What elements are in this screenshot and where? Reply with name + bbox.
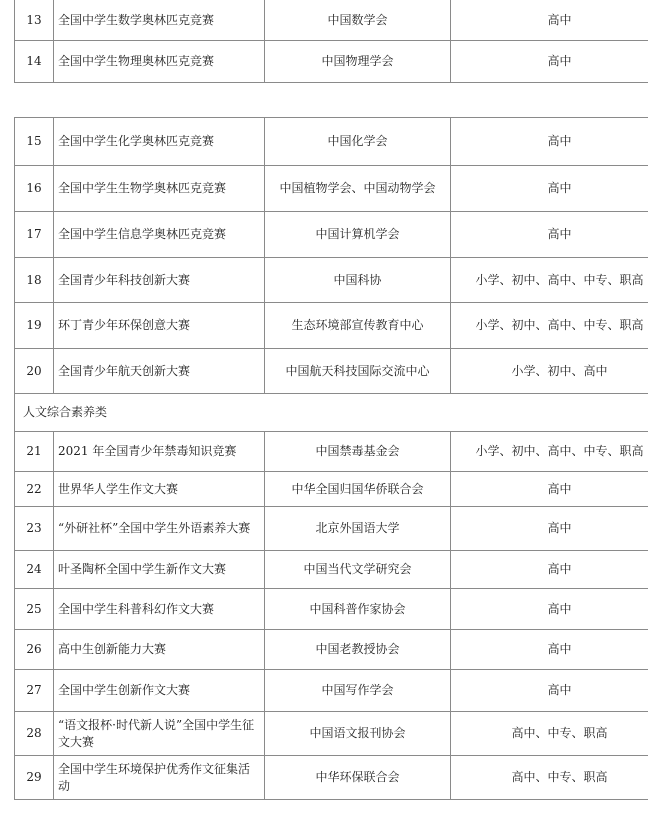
row-number: 20 xyxy=(15,349,54,394)
eligible-level: 高中 xyxy=(451,630,648,670)
table-row xyxy=(15,349,648,394)
organizer: 中国写作学会 xyxy=(265,670,451,712)
table-row xyxy=(15,166,648,212)
row-number: 17 xyxy=(15,212,54,258)
organizer: 中国老教授协会 xyxy=(265,630,451,670)
eligible-level: 高中 xyxy=(451,0,648,41)
competition-name: 全国中学生环境保护优秀作文征集活动 xyxy=(54,756,265,800)
row-number: 16 xyxy=(15,166,54,212)
eligible-level: 高中 xyxy=(451,41,648,83)
competition-name: “外研社杯”全国中学生外语素养大赛 xyxy=(54,507,265,551)
competition-name: 世界华人学生作文大赛 xyxy=(54,472,265,507)
eligible-level: 小学、初中、高中 xyxy=(451,349,648,394)
eligible-level: 小学、初中、高中、中专、职高 xyxy=(451,303,648,349)
table-row xyxy=(15,756,648,800)
competition-table-top xyxy=(14,0,648,83)
competition-name: 全国中学生生物学奥林匹克竞赛 xyxy=(54,166,265,212)
competition-name: 全国中学生科普科幻作文大赛 xyxy=(54,589,265,630)
competition-name: 全国中学生创新作文大赛 xyxy=(54,670,265,712)
organizer: 中国植物学会、中国动物学会 xyxy=(265,166,451,212)
table-row xyxy=(15,303,648,349)
eligible-level: 高中 xyxy=(451,166,648,212)
row-number: 14 xyxy=(15,41,54,83)
table-row xyxy=(15,212,648,258)
table-row xyxy=(15,0,648,41)
row-number: 13 xyxy=(15,0,54,41)
competition-name: 叶圣陶杯全国中学生新作文大赛 xyxy=(54,551,265,589)
competition-name: “语文报杯·时代新人说”全国中学生征文大赛 xyxy=(54,712,265,756)
table-row xyxy=(15,670,648,712)
eligible-level: 高中 xyxy=(451,551,648,589)
organizer: 北京外国语大学 xyxy=(265,507,451,551)
competition-name: 全国青少年航天创新大赛 xyxy=(54,349,265,394)
row-number: 18 xyxy=(15,258,54,303)
table-row xyxy=(15,118,648,166)
organizer: 中华环保联合会 xyxy=(265,756,451,800)
eligible-level: 高中 xyxy=(451,589,648,630)
eligible-level: 高中 xyxy=(451,118,648,166)
row-number: 28 xyxy=(15,712,54,756)
category-row xyxy=(15,394,648,432)
table-row xyxy=(15,41,648,83)
organizer: 中国禁毒基金会 xyxy=(265,432,451,472)
organizer: 中国航天科技国际交流中心 xyxy=(265,349,451,394)
competition-name: 全国中学生数学奥林匹克竞赛 xyxy=(54,0,265,41)
table-row xyxy=(15,432,648,472)
category-label: 人文综合素养类 xyxy=(15,394,648,432)
row-number: 29 xyxy=(15,756,54,800)
competition-name: 全国青少年科技创新大赛 xyxy=(54,258,265,303)
table-row xyxy=(15,630,648,670)
organizer: 中国物理学会 xyxy=(265,41,451,83)
organizer: 中国当代文学研究会 xyxy=(265,551,451,589)
organizer: 中华全国归国华侨联合会 xyxy=(265,472,451,507)
table-row xyxy=(15,712,648,756)
row-number: 25 xyxy=(15,589,54,630)
organizer: 中国科普作家协会 xyxy=(265,589,451,630)
competition-table-main xyxy=(14,117,648,800)
eligible-level: 高中、中专、职高 xyxy=(451,712,648,756)
competition-name: 全国中学生化学奥林匹克竞赛 xyxy=(54,118,265,166)
eligible-level: 小学、初中、高中、中专、职高 xyxy=(451,258,648,303)
competition-name: 高中生创新能力大赛 xyxy=(54,630,265,670)
competition-name: 全国中学生物理奥林匹克竞赛 xyxy=(54,41,265,83)
row-number: 23 xyxy=(15,507,54,551)
eligible-level: 高中、中专、职高 xyxy=(451,756,648,800)
row-number: 24 xyxy=(15,551,54,589)
organizer: 中国语文报刊协会 xyxy=(265,712,451,756)
organizer: 中国科协 xyxy=(265,258,451,303)
eligible-level: 高中 xyxy=(451,472,648,507)
row-number: 15 xyxy=(15,118,54,166)
eligible-level: 高中 xyxy=(451,507,648,551)
competition-name: 全国中学生信息学奥林匹克竞赛 xyxy=(54,212,265,258)
competition-name: 环丁青少年环保创意大赛 xyxy=(54,303,265,349)
row-number: 19 xyxy=(15,303,54,349)
eligible-level: 高中 xyxy=(451,670,648,712)
row-number: 21 xyxy=(15,432,54,472)
competition-name: 2021 年全国青少年禁毒知识竞赛 xyxy=(54,432,265,472)
row-number: 26 xyxy=(15,630,54,670)
table-row xyxy=(15,472,648,507)
table-row xyxy=(15,551,648,589)
organizer: 生态环境部宣传教育中心 xyxy=(265,303,451,349)
organizer: 中国计算机学会 xyxy=(265,212,451,258)
table-row xyxy=(15,507,648,551)
organizer: 中国数学会 xyxy=(265,0,451,41)
table-row xyxy=(15,589,648,630)
row-number: 22 xyxy=(15,472,54,507)
organizer: 中国化学会 xyxy=(265,118,451,166)
eligible-level: 小学、初中、高中、中专、职高 xyxy=(451,432,648,472)
eligible-level: 高中 xyxy=(451,212,648,258)
row-number: 27 xyxy=(15,670,54,712)
table-row xyxy=(15,258,648,303)
